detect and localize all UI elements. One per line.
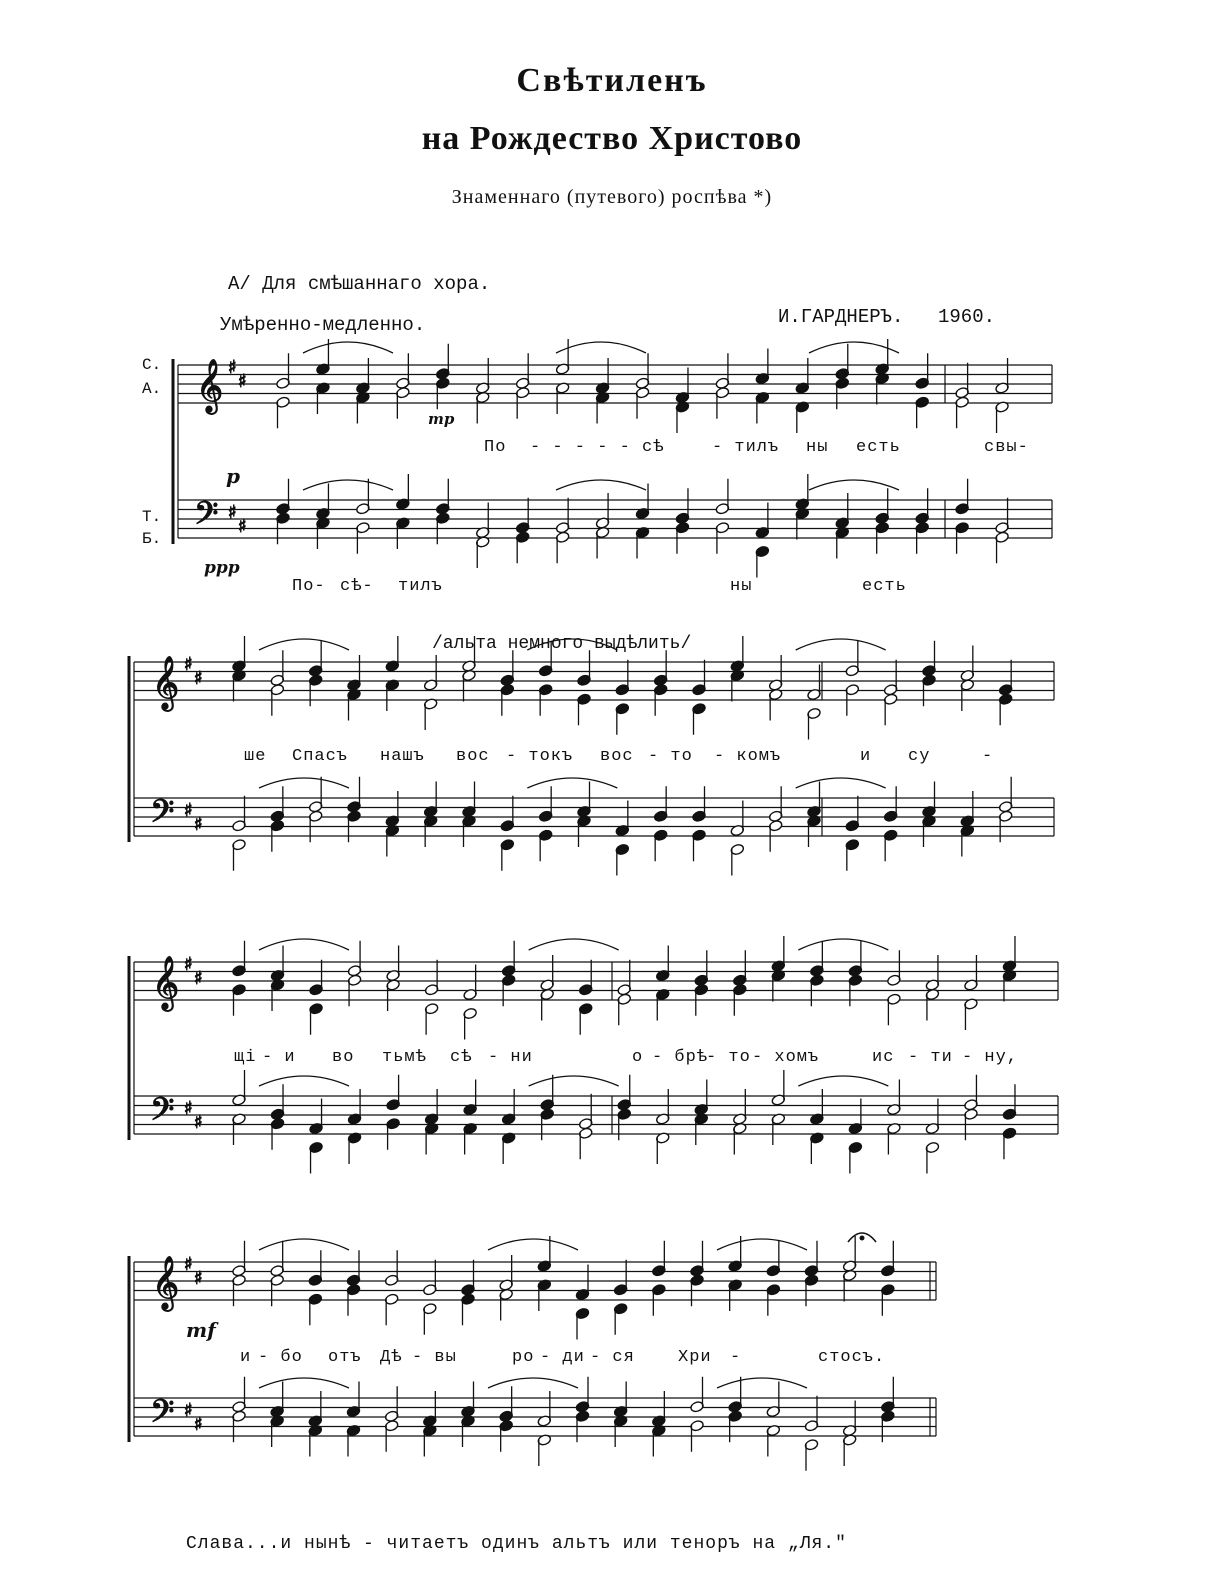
slur (259, 639, 349, 650)
lyric-syllable: отъ (328, 1348, 362, 1367)
slur (796, 778, 886, 788)
lyric-syllable: - комъ (714, 747, 782, 766)
lyric-syllable: - (730, 1348, 742, 1367)
fermata-icon (860, 1236, 864, 1240)
bass-clef-icon: 𝄢 (150, 793, 175, 837)
lyric-syllable: Хри (678, 1348, 712, 1367)
sharp-icon: ♯ (184, 654, 193, 675)
lyric-syllable: - вы (412, 1348, 457, 1367)
slur (556, 480, 646, 490)
lyric-syllable: - (982, 747, 994, 766)
lyric-syllable: су (908, 747, 931, 766)
lyric-syllable: о (632, 1048, 644, 1067)
lyric-syllable: - то (706, 1048, 751, 1067)
lyric-syllable: есть (862, 577, 907, 596)
lyric-syllable: ис (872, 1048, 895, 1067)
slur (809, 342, 899, 353)
lyric-syllable: - ну, (962, 1048, 1019, 1067)
voice-label-alto: А. (142, 380, 162, 398)
lyric-syllable: - - - - - сѣ (530, 438, 665, 457)
bass-clef-icon: 𝄢 (150, 1393, 175, 1437)
bass-clef-icon: 𝄢 (150, 1091, 175, 1135)
slur (259, 1378, 349, 1388)
slur (529, 1076, 619, 1086)
slur (259, 939, 349, 950)
lyric-syllable: сѣ- (340, 577, 374, 596)
chant-name: Знаменнаго (путевого) роспѣва *) (451, 186, 773, 208)
lyric-syllable: есть (856, 438, 901, 457)
lyric-syllable: тилъ (398, 577, 443, 596)
lyric-syllable: - ди (540, 1348, 585, 1367)
dynamic-mf: mf (186, 1318, 216, 1342)
lyric-syllable: и (240, 1348, 252, 1367)
lyric-syllable: тьмѣ (382, 1048, 427, 1067)
slur (556, 342, 646, 353)
slur (527, 639, 617, 650)
lyric-syllable: - хомъ (752, 1048, 820, 1067)
voice-label-bass: Б. (142, 530, 162, 548)
notes (150, 339, 1017, 1471)
title: Свѣтиленъ (516, 62, 708, 99)
lyric-syllable: Дѣ (380, 1348, 403, 1367)
lyric-syllable: вос (600, 747, 634, 766)
sharp-icon: ♯ (194, 668, 203, 689)
slur (809, 480, 899, 490)
footer-note: Слава...и нынѣ - читаетъ одинъ альтъ или теноръ на „Ля." (186, 1534, 847, 1554)
sharp-icon: ♯ (194, 968, 203, 989)
treble-clef-icon: 𝄞 (152, 955, 180, 1009)
lyric-syllable: нашъ (380, 747, 425, 766)
lyric-syllable: - бо (258, 1348, 303, 1367)
dynamic-mp: mp (428, 410, 455, 428)
slur (717, 1378, 807, 1388)
voice-label-tenor: Т. (142, 508, 162, 526)
lyric-syllable: вос (456, 747, 490, 766)
treble-clef-icon: 𝄞 (196, 358, 224, 412)
composition-year: 1960. (938, 306, 996, 328)
slur (259, 1239, 349, 1250)
tempo-marking: Умѣренно-медленно. (220, 314, 426, 336)
slur (259, 778, 349, 788)
sharp-icon: ♯ (228, 502, 237, 523)
slur (796, 639, 886, 650)
lyric-syllable: - брѣ (652, 1048, 709, 1067)
sharp-icon: ♯ (184, 954, 193, 975)
treble-clef-icon: 𝄞 (152, 655, 180, 709)
sharp-icon: ♯ (184, 1254, 193, 1275)
sharp-icon: ♯ (184, 1400, 193, 1421)
lyric-syllable: сѣ (450, 1048, 473, 1067)
lyric-syllable: свы- (984, 438, 1029, 457)
lyric-syllable: - токъ (506, 747, 574, 766)
lyric-syllable: ро (512, 1348, 535, 1367)
bass-clef-icon: 𝄢 (194, 495, 219, 539)
slur (259, 1076, 349, 1086)
lyric-syllable: По (484, 438, 507, 457)
performance-instruction: /альта немного выдѣлить/ (432, 634, 692, 654)
slur (798, 1076, 888, 1086)
dynamic-p: p (226, 464, 240, 488)
lyric-syllable: ше (244, 747, 267, 766)
lyric-syllable: - ся (590, 1348, 635, 1367)
sharp-icon: ♯ (228, 357, 237, 378)
lyric-syllable: щі (234, 1048, 257, 1067)
slur (529, 939, 619, 950)
lyric-syllable: - ти (908, 1048, 953, 1067)
dynamic-ppp: ppp (204, 558, 240, 578)
lyric-syllable: ны (730, 577, 753, 596)
slur (303, 480, 393, 490)
sharp-icon: ♯ (194, 1268, 203, 1289)
slur (717, 1239, 807, 1250)
slur (303, 342, 393, 353)
lyric-syllable: - и (262, 1048, 296, 1067)
sharp-icon: ♯ (194, 814, 203, 835)
sharp-icon: ♯ (238, 516, 247, 537)
subtitle-title: на Рождество Христово (421, 120, 803, 157)
sharp-icon: ♯ (194, 1112, 203, 1133)
lyric-syllable: Спасъ (292, 747, 349, 766)
composer-name: И.ГАРДНЕРЪ. (778, 306, 904, 328)
slur (527, 778, 617, 788)
treble-clef-icon: 𝄞 (152, 1255, 180, 1309)
sharp-icon: ♯ (184, 1098, 193, 1119)
arrangement-label: А/ Для смѣшаннаго хора. (228, 273, 491, 295)
lyric-syllable: ны (806, 438, 829, 457)
slur (488, 1378, 578, 1388)
lyric-syllable: - тилъ (712, 438, 780, 457)
slur (488, 1239, 578, 1250)
lyric-syllable: стосъ. (818, 1348, 886, 1367)
slur (798, 939, 888, 950)
lyric-syllable: - то (648, 747, 693, 766)
sharp-icon: ♯ (184, 800, 193, 821)
sharp-icon: ♯ (238, 371, 247, 392)
lyric-syllable: - ни (488, 1048, 533, 1067)
lyric-syllable: во (332, 1048, 355, 1067)
lyric-syllable: По- (292, 577, 326, 596)
lyric-syllable: и (860, 747, 872, 766)
voice-label-soprano: С. (142, 356, 162, 374)
sharp-icon: ♯ (194, 1414, 203, 1435)
